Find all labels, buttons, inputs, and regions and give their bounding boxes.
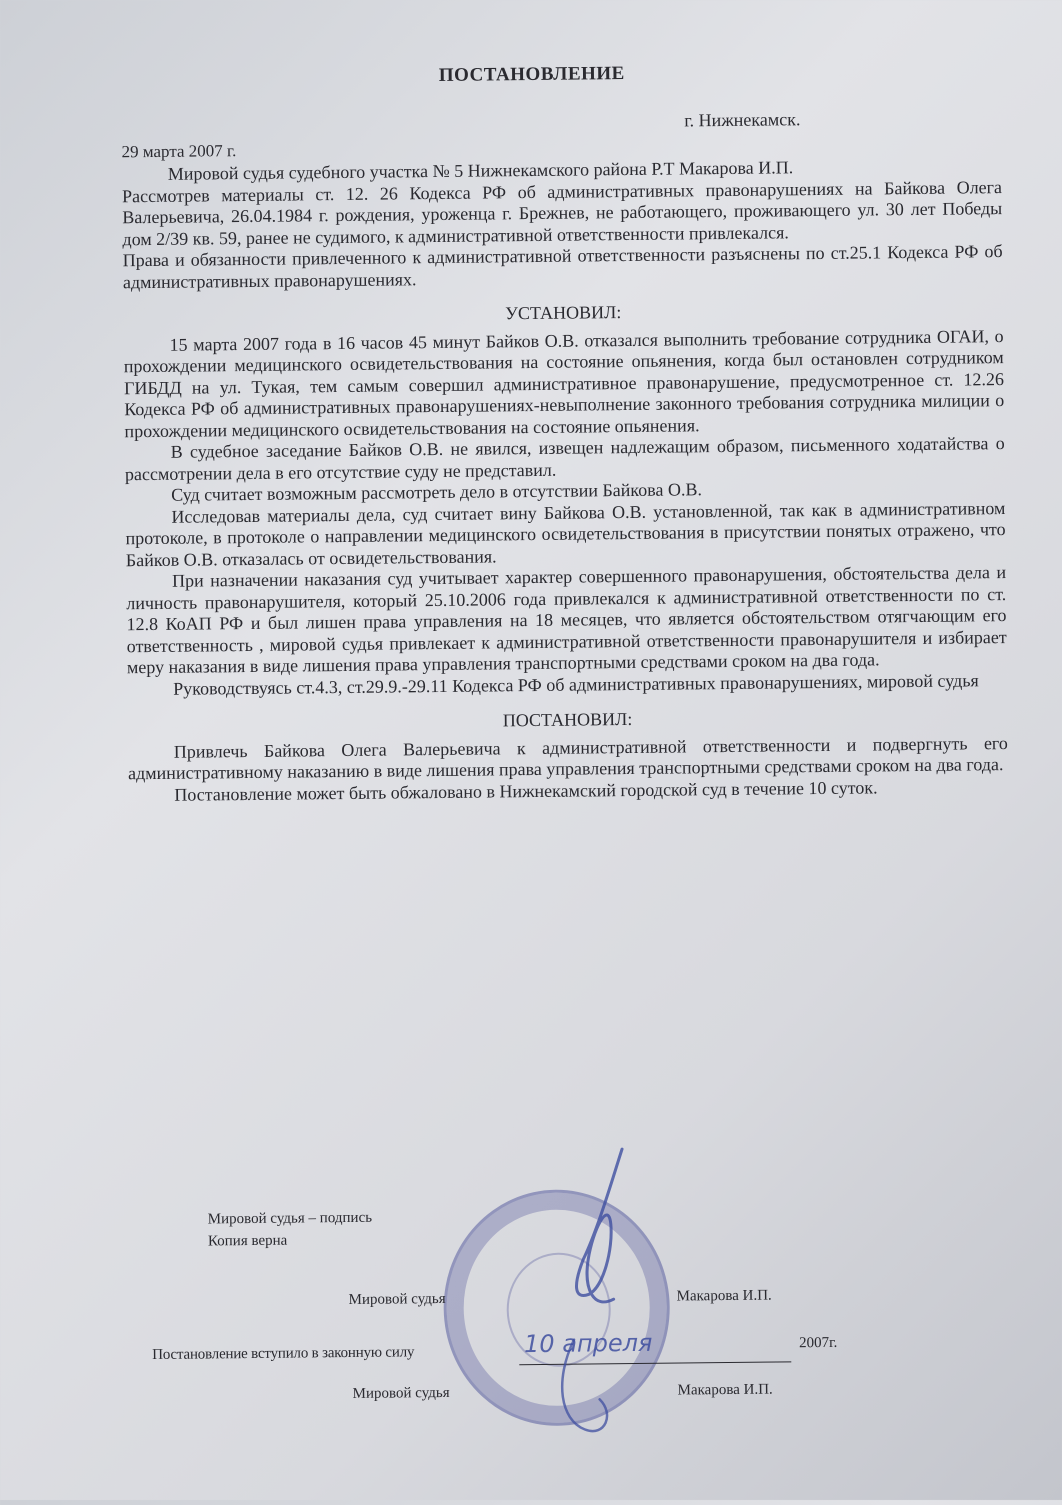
- intro-paragraph-1: Мировой судья судебного участка № 5 Нижнекамского района Р.Т Макарова И.П.: [167, 157, 794, 184]
- established-paragraph-1: 15 марта 2007 года в 16 часов 45 минут Байков О.В. отказался выполнить требование сотрудника ОГАИ, о прохождении медицинского освидетельствования на состояние опьянения, когда был остановлен сотрудником ГИБДД на ул. Тукая, тем самым совершил административное правонарушение, предусмотренное ст. 12.26 Кодекса РФ об административных правонарушениях-невыполнение законного требования сотрудника милиции о прохождении медицинского освидетельствования на состояние опьянения.: [123, 325, 1005, 441]
- judge-label-1: Мировой судья: [348, 1290, 446, 1308]
- document-date: 29 марта 2007 г.: [121, 141, 237, 162]
- judge-name-1: Макарова И.П.: [676, 1287, 772, 1305]
- established-paragraph-6: Руководствуясь ст.4.3, ст.29.9.-29.11 Кодекса РФ об административных правонарушениях, мировой судья: [173, 669, 979, 699]
- established-paragraph-2: В судебное заседание Байков О.В. не явился, извещен надлежащим образом, письменного ходатайства о рассмотрении дела в его отсутствие суду не представил.: [124, 433, 1005, 484]
- effective-date-handwritten: 10 апреля: [523, 1328, 653, 1359]
- established-paragraph-5: При назначении наказания суд учитывает характер совершенного правонарушения, обстоятельства дела и личность правонарушителя, который 25.10.2006 года привлекался к административной ответственности по ст. 12.8 КоАП РФ и был лишен права управления на 18 месяцев, что является обстоятельством отягчающим его ответственность , мировой судья привлекает к административной ответственности правонарушителя и избирает меру наказания в виде лишения права управления транспортными средствами сроком на два года.: [126, 562, 1007, 678]
- resolved-paragraph-2: Постановление может быть обжаловано в Нижнекамский городской суд в течение 10 суток.: [174, 776, 878, 805]
- document-title: ПОСТАНОВЛЕНИЕ: [438, 63, 625, 86]
- copy-true-label: Копия верна: [207, 1232, 288, 1250]
- signature-block: [208, 1207, 373, 1253]
- judge-name-2: Макарова И.П.: [677, 1381, 773, 1399]
- resolved-heading: ПОСТАНОВИЛ:: [502, 708, 633, 731]
- intro-paragraph-3: Права и обязанности привлеченного к административной ответственности разъяснены по ст.25.1 Кодекса РФ об административных правонарушениях.: [122, 241, 1003, 292]
- effective-text: Постановление вступило в законную силу: [152, 1344, 415, 1364]
- court-seal-stamp: [442, 1189, 670, 1427]
- effective-year: 2007г.: [798, 1334, 838, 1352]
- established-paragraph-4: Исследовав материалы дела, суд считает вину Байкова О.В. установленной, так как в административном протоколе, в протоколе о направлении медицинского освидетельствования в присутствии понятых отражено, что Байков О.В. отказалась от освидетельствования.: [125, 497, 1006, 570]
- established-heading: УСТАНОВИЛ:: [505, 302, 622, 324]
- judge-label-2: Мировой судья: [352, 1384, 450, 1402]
- document-body: [122, 155, 1009, 806]
- judge-signature-line: Мировой судья – подпись: [207, 1209, 373, 1228]
- intro-paragraph-2: Рассмотрев материалы ст. 12. 26 Кодекса РФ об административных правонарушениях на Байкова Олега Валерьевича, 26.04.1984 г. рождения, уроженца г. Брежнев, не работающего, проживающего ул. 30 лет Победы дом 2/39 кв. 59, ранее не судимого, к административной ответственности привлекался.: [121, 176, 1003, 249]
- established-paragraph-3: Суд считает возможным рассмотреть дело в отсутствии Байкова О.В.: [171, 479, 703, 505]
- resolved-paragraph-1: Привлечь Байкова Олега Валерьевича к административной ответственности и подвергнуть его административному наказанию в виде лишения права управления транспортными средствами сроком на два года.: [127, 732, 1008, 784]
- document-city: г. Нижнекамск.: [684, 109, 801, 131]
